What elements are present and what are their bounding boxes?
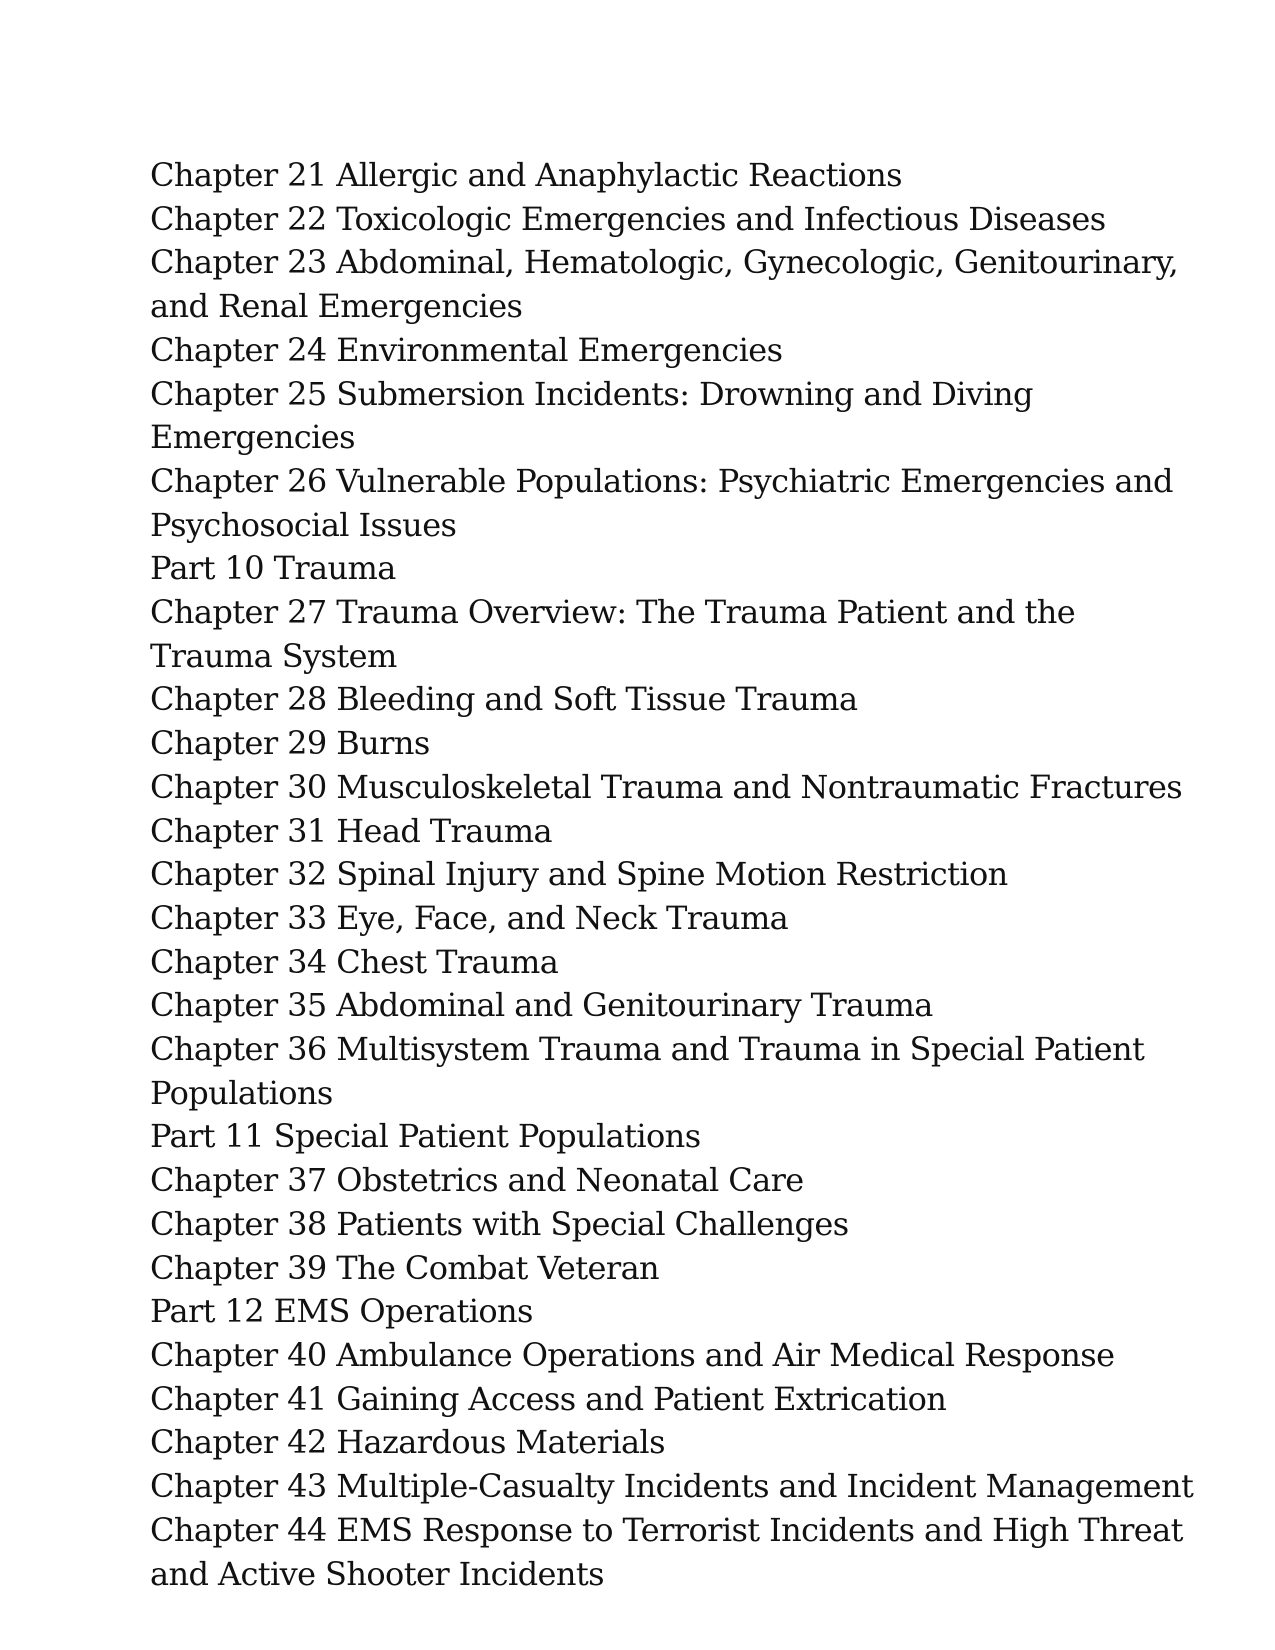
toc-part-heading: Part 11 Special Patient Populations xyxy=(150,1117,701,1156)
toc-entry: Chapter 32 Spinal Injury and Spine Motion Restriction xyxy=(150,855,1008,894)
toc-entry: Chapter 34 Chest Trauma xyxy=(150,942,559,981)
toc-entry: Chapter 27 Trauma Overview: The Trauma Patient and the Trauma System xyxy=(150,593,1076,675)
toc-entry: Chapter 40 Ambulance Operations and Air Medical Response xyxy=(150,1335,1115,1374)
toc-entry: Chapter 35 Abdominal and Genitourinary Trauma xyxy=(150,986,933,1025)
toc-entry: Chapter 29 Burns xyxy=(150,724,430,763)
toc-entry: Chapter 22 Toxicologic Emergencies and Infectious Diseases xyxy=(150,199,1106,238)
toc-entry: Chapter 23 Abdominal, Hematologic, Gynecologic, Genitourinary, and Renal Emergencies xyxy=(150,243,1179,326)
toc-entry: Chapter 36 Multisystem Trauma and Trauma in Special Patient Populations xyxy=(150,1030,1145,1112)
toc-entry: Chapter 42 Hazardous Materials xyxy=(150,1423,665,1462)
toc-entry: Chapter 26 Vulnerable Populations: Psychiatric Emergencies and Psychosocial Issues xyxy=(150,461,1173,544)
toc-entry: Chapter 21 Allergic and Anaphylactic Reactions xyxy=(150,156,902,194)
toc-entry: Chapter 37 Obstetrics and Neonatal Care xyxy=(150,1161,804,1200)
table-of-contents xyxy=(150,154,1200,1596)
toc-entry: Chapter 28 Bleeding and Soft Tissue Trauma xyxy=(150,680,858,719)
toc-entry: Chapter 33 Eye, Face, and Neck Trauma xyxy=(150,898,789,937)
toc-entry: Chapter 38 Patients with Special Challenges xyxy=(150,1204,849,1243)
toc-entry: Chapter 30 Musculoskeletal Trauma and Nontraumatic Fractures xyxy=(150,767,1183,806)
toc-entry: Chapter 24 Environmental Emergencies xyxy=(150,330,783,369)
toc-entry: Chapter 25 Submersion Incidents: Drowning and Diving Emergencies xyxy=(150,374,1033,457)
toc-part-heading: Part 10 Trauma xyxy=(150,549,396,588)
toc-entry: Chapter 44 EMS Response to Terrorist Incidents and High Threat and Active Shooter Incidents xyxy=(150,1510,1183,1593)
toc-entry: Chapter 31 Head Trauma xyxy=(150,811,552,850)
toc-entry: Chapter 41 Gaining Access and Patient Extrication xyxy=(150,1379,947,1418)
toc-part-heading: Part 12 EMS Operations xyxy=(150,1292,533,1331)
toc-entry: Chapter 39 The Combat Veteran xyxy=(150,1248,660,1287)
toc-entry: Chapter 43 Multiple-Casualty Incidents and Incident Management xyxy=(150,1467,1194,1506)
